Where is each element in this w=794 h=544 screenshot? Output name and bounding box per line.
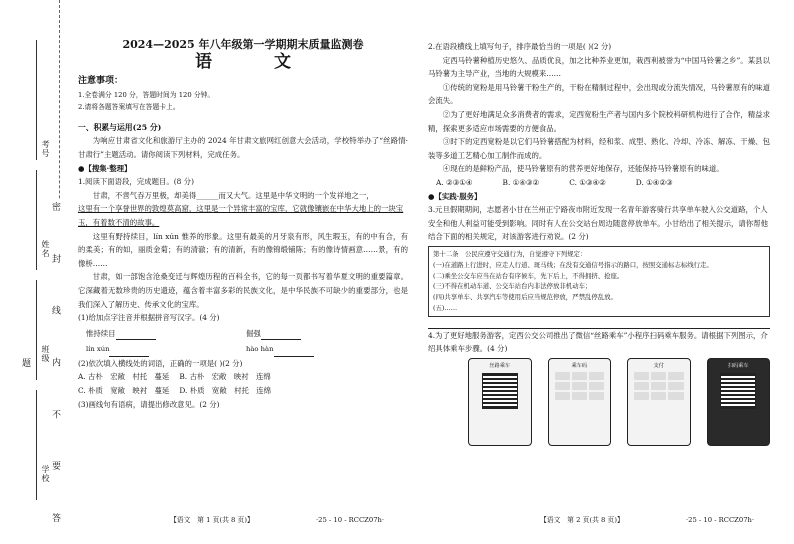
answer-line[interactable] bbox=[428, 319, 770, 329]
q2-item: ④现在的是鲜粉产品，使马铃薯原有的营养更好地保存，还能保持马铃薯原有的味道。 bbox=[442, 164, 724, 174]
passage-a: 甘肃，不啻气吞万里极，却美得______而又大气。这里是中华文明的一个发祥地之一， bbox=[92, 190, 374, 200]
options-row bbox=[78, 370, 408, 384]
label-kaohao: 考号 bbox=[41, 140, 50, 158]
box-title: 第十二条 公民应遵守交通行为，自觉遵守下列规定： bbox=[433, 249, 587, 258]
box-item: (三)不得在机动车道、公交车站台内非法停放非机动车； bbox=[433, 282, 592, 291]
option-a[interactable]: A. ②③①④ bbox=[436, 177, 473, 187]
word-1: 惟持续目 bbox=[86, 328, 116, 338]
answer-blank[interactable] bbox=[116, 331, 156, 340]
question-3: 3.元旦假期期间，志愿者小甘在兰州正宁路夜市附近发现一名青年游客骑行共享单车驶入公交道路，个人安全和他人利益可能受到影响。同时有人在公交站台周边随意停放单车。小甘给出了相关提示，请你帮他结合下面的相关规定，对该游客进行劝说。(2 分) bbox=[428, 205, 768, 242]
phone-caption: 乘车码 bbox=[571, 362, 588, 369]
keypad-icon bbox=[628, 370, 690, 402]
margin-line bbox=[36, 280, 37, 380]
qr-code-icon bbox=[720, 373, 756, 409]
pinyin-row bbox=[86, 342, 408, 357]
tag-collect: ●【搜集·整理】 bbox=[78, 163, 132, 173]
passage-b: 这里有野持续目，lín xún 惟养的形象。这里有最美的月牙泉有形，风生瑕玉，有的中有合，有的柔美；有的如，丽质金菊；有的清澈；有的清新，有的像锦缎铺陈；有的像诗情画意……景，有的像桥…… bbox=[78, 231, 408, 268]
passage-c: 甘肃，如一部饱含沧桑变迁与辉煌历程的百科全书，它的每一页都书写着华夏文明的重要篇章。它深藏着无数珍贵的历史遗迹，蕴含着丰富多彩的民族文化，是中华民族不可缺少的重要部分，也是我们深入了解历史、传承文化的宝库。 bbox=[78, 272, 408, 309]
phone-screen-1 bbox=[468, 358, 532, 446]
margin-line bbox=[36, 170, 37, 270]
q2-item: ②为了更好地满足众多消费者的需求，定西宽粉生产者与国内多个院校科研机构进行了合作，精益求精，探索更多适应市场需要的方便食品。 bbox=[428, 109, 770, 133]
section-intro: 为响应甘肃省文化和旅游厅主办的 2024 年甘肃文旅网红创意大会活动，学校特举办了“丝路情·甘肃行”主题活动。请你阅读下列材料，完成任务。 bbox=[78, 136, 408, 159]
keypad-icon bbox=[549, 370, 611, 402]
phone-screen-3 bbox=[627, 358, 691, 446]
word-2: 倔强 bbox=[246, 328, 261, 338]
footer-left bbox=[170, 514, 384, 524]
footer-page: 【语文 第 2 页(共 8 页)】 bbox=[540, 516, 624, 524]
question-2: 2.在语段横线上填写句子，排序最恰当的一项是( )(2 分) bbox=[428, 42, 612, 51]
phone-screenshots bbox=[468, 358, 770, 446]
exam-title: 2024—2025 年八年级第一学期期末质量监测卷 bbox=[122, 38, 364, 51]
phone-screen-2 bbox=[548, 358, 612, 446]
qr-code-icon bbox=[482, 373, 518, 409]
box-item: (二)乘坐公交车应当在站台有序候车，先下后上，不得拥挤、抢座。 bbox=[433, 271, 624, 280]
section-title: 一、积累与运用(25 分) bbox=[78, 122, 162, 132]
pinyin-2: hào hàn bbox=[246, 345, 274, 354]
phone-caption: 支付 bbox=[653, 362, 664, 369]
q2-item: ③时下的定西宽粉是以它们马铃薯搭配为材料，经和浆、成型、熟化、冷却、冷冻、解冻、干燥、包装等多道工艺精心加工制作而成的。 bbox=[428, 137, 770, 160]
option-b[interactable]: B. 古朴 宏敞 映衬 连绵 bbox=[179, 372, 271, 382]
pinyin-1: lín xún bbox=[86, 345, 110, 354]
question-4: 4.为了更好地服务游客，定西公交公司推出了微信“丝路乘车”小程序扫码乘车服务。请根据下列图示，介绍具体乘车步骤。(4 分) bbox=[428, 330, 768, 354]
box-item: (一)在道路上行进时，应走人行道、斑马线；在没有交通信号指示的路口，按照交通标志标线行走。 bbox=[433, 260, 713, 269]
phone-caption: 丝路乘车 bbox=[489, 362, 511, 369]
box-item: (五)…… bbox=[433, 303, 458, 312]
seal-line-text: 密 封 线 内 不 要 答 题 bbox=[56, 200, 70, 544]
subject-title: 语 文 bbox=[195, 51, 319, 72]
answer-blank[interactable] bbox=[109, 348, 149, 357]
notes-heading: 注意事项： bbox=[78, 76, 124, 87]
note-item: 2.请将各题答案填写在答题卡上。 bbox=[78, 102, 180, 111]
option-d[interactable]: D. ①④②③ bbox=[635, 177, 673, 187]
margin-line bbox=[36, 40, 37, 160]
option-a[interactable]: A. 古朴 宏敞 村托 蔓延 bbox=[78, 372, 170, 382]
right-column bbox=[428, 40, 770, 446]
pinyin-row bbox=[86, 327, 408, 341]
phone-screen-4 bbox=[707, 358, 771, 446]
option-b[interactable]: B. ①④③② bbox=[502, 177, 540, 187]
q2-item: ①传统的宽粉是用马铃薯干粉生产的，干粉在精制过程中，会出现或分流失情况，马铃薯原有的味道会流失。 bbox=[428, 82, 770, 106]
option-c[interactable]: C. ①③④② bbox=[569, 177, 606, 187]
regulation-box bbox=[428, 246, 770, 317]
answer-blank[interactable] bbox=[261, 331, 301, 340]
option-d[interactable]: D. 朴质 宽敞 村托 连绵 bbox=[179, 386, 272, 396]
option-c[interactable]: C. 朴质 宽敞 映衬 蔓延 bbox=[78, 386, 170, 396]
options-row bbox=[78, 384, 408, 398]
question-1-3: (3)画线句有语病，请提出修改意见。(2 分) bbox=[78, 399, 220, 409]
question-1-1: (1)给加点字注音并根据拼音写汉字。(4 分) bbox=[78, 313, 220, 323]
note-item: 1.全卷满分 120 分，答题时间为 120 分钟。 bbox=[78, 90, 215, 99]
margin-line bbox=[36, 390, 37, 500]
footer-page: 【语文 第 1 页(共 8 页)】 bbox=[170, 516, 254, 524]
q2-intro: 定西马铃薯种植历史悠久、品质优良，加之比种养业更加，栽西利被誉为“中国马铃薯之乡”。某县以马铃薯为主导产业，当地的大规模来…… bbox=[428, 55, 770, 79]
footer-right bbox=[540, 514, 754, 524]
q2-options bbox=[436, 176, 770, 190]
left-column bbox=[78, 36, 408, 411]
phone-caption: 扫码乘车 bbox=[727, 362, 749, 369]
passage-underlined: 这里有一个享誉世界的敦煌莫高窟，这里是一个异常丰富的宝库，它就像镶嵌在中华大地上的一块宝玉，有着数不清的故事。 bbox=[78, 204, 404, 227]
box-item: (四)共享单车、共享汽车等使用后应当规范停放，严禁乱停乱放。 bbox=[433, 293, 617, 302]
answer-blank[interactable] bbox=[274, 348, 314, 357]
footer-code: ·25 - 10 - RCCZ07h· bbox=[685, 516, 755, 524]
question-1: 1.阅读下面语段，完成题目。(8 分) bbox=[78, 177, 194, 187]
tag-practice: ●【实践·服务】 bbox=[428, 191, 482, 201]
question-1-2: (2)依次填入横线处的词语，正确的一项是( )(2 分) bbox=[78, 358, 243, 368]
footer-code: ·25 - 10 - RCCZ07h· bbox=[315, 516, 385, 524]
